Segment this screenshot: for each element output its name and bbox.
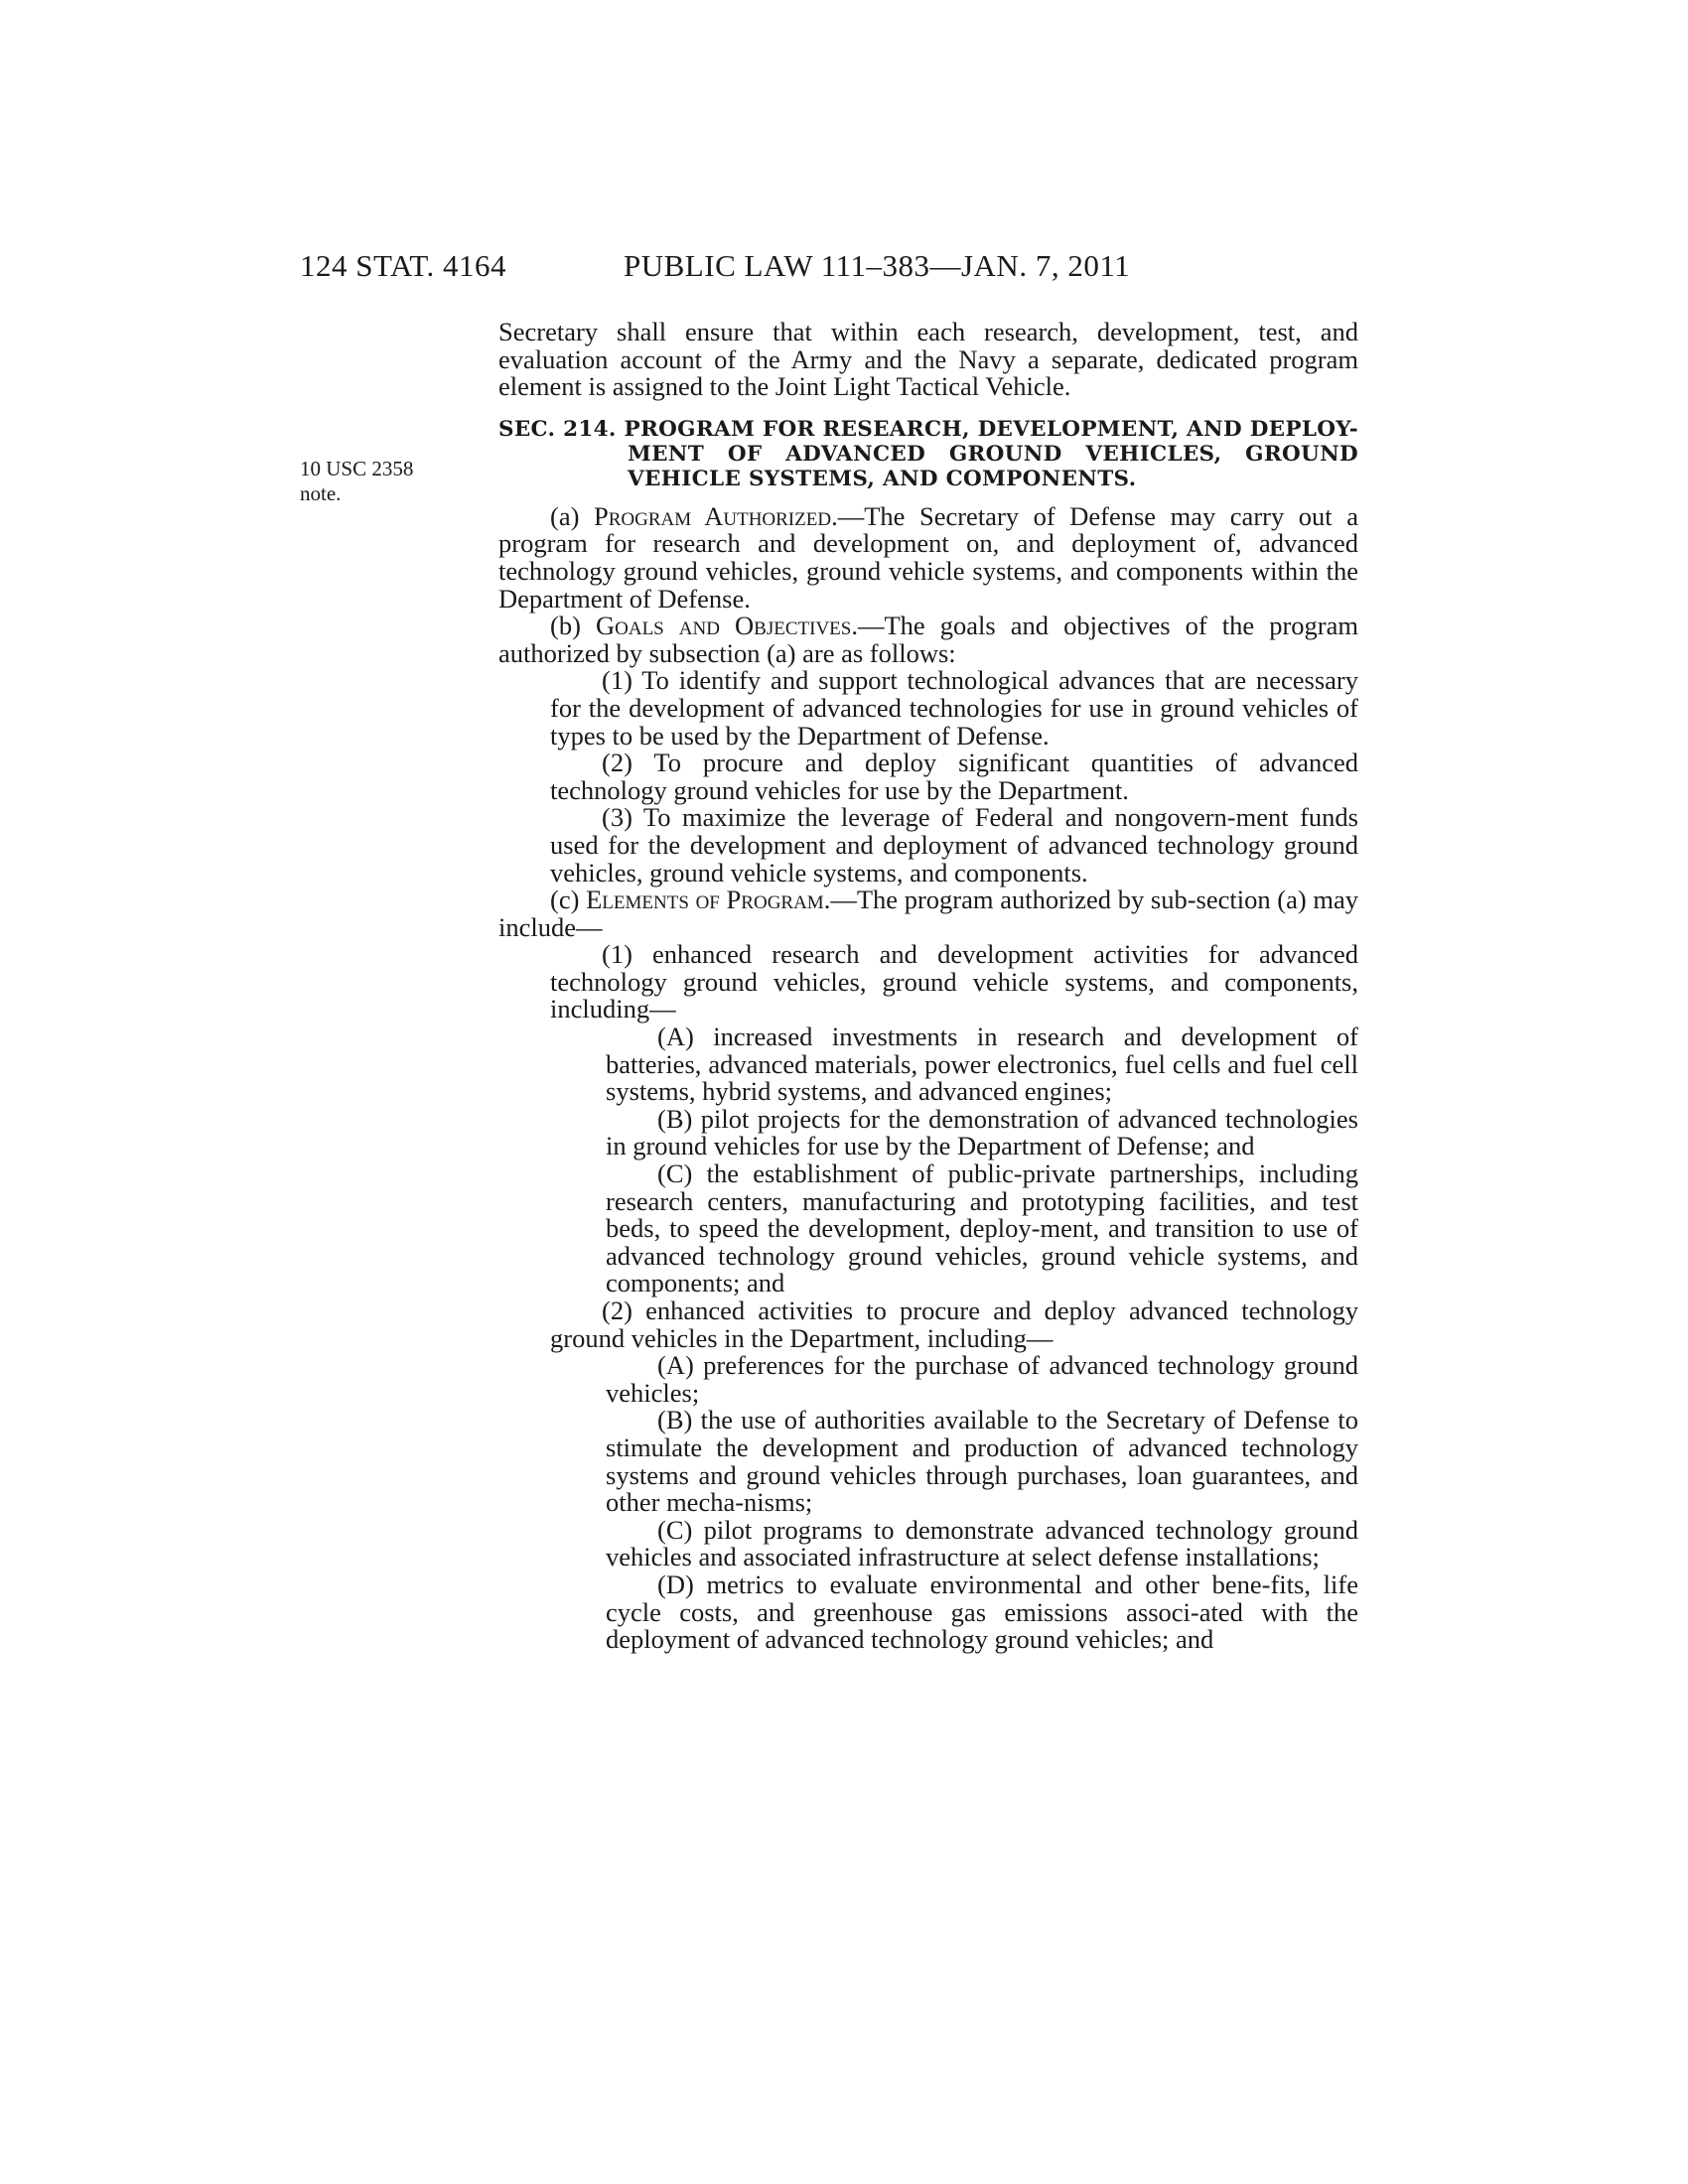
paragraph-b2: (2) To procure and deploy significant quantities of advanced technology ground vehicles for use by the Department. — [550, 748, 1358, 805]
subparagraph-c1A: (A) increased investments in research and development of batteries, advanced materials, power electronics, fuel cells and fuel cell systems, hybrid systems, and advanced engines; — [606, 1022, 1358, 1107]
subsection-b-heading: Goals and Objectives — [595, 611, 852, 641]
document-body — [498, 319, 1358, 1654]
subsection-b — [498, 613, 1358, 667]
subsection-b-text: .—The goals and objectives of the program authorized by subsection (a) are as follows: — [498, 611, 1359, 668]
subsection-c-text: .—The program authorized by sub-section (a) may include— — [498, 885, 1359, 942]
margin-citation-line-1: 10 USC 2358 — [300, 457, 414, 480]
continuation-paragraph: Secretary shall ensure that within each research, development, test, and evaluation account of the Army and the Navy a separate, dedicated program element is assigned to the Joint Light Tactical Vehicle. — [498, 317, 1358, 402]
paragraph-c2: (2) enhanced activities to procure and deploy advanced technology ground vehicles in the Department, including— — [550, 1296, 1358, 1353]
subsection-a-text: .—The Secretary of Defense may carry out a program for research and development on, and deployment of, advanced technology ground vehicles, ground vehicle systems, and components within the Department of Defense. — [498, 500, 1358, 614]
subsection-b-label: (b) — [550, 611, 596, 641]
subparagraph-c2C: (C) pilot programs to demonstrate advanced technology ground vehicles and associated infrastructure at select defense installations; — [606, 1514, 1358, 1572]
subsection-c-label: (c) — [550, 885, 587, 915]
subsection-c — [498, 887, 1358, 941]
subparagraph-c2B: (B) the use of authorities available to the Secretary of Defense to stimulate the development and production of advanced technology systems and ground vehicles through purchases, loan guarantees, and other mecha-nisms; — [606, 1405, 1358, 1518]
subparagraph-c2A: (A) preferences for the purchase of advanced technology ground vehicles; — [606, 1350, 1358, 1408]
margin-citation — [300, 457, 459, 506]
paragraph-b3: (3) To maximize the leverage of Federal and nongovern-ment funds used for the development and deployment of advanced technology ground vehicles, ground vehicle systems, and components. — [550, 802, 1358, 887]
subsection-a-label: (a) — [550, 500, 594, 531]
section-heading: SEC. 214. PROGRAM FOR RESEARCH, DEVELOPMENT, AND DEPLOY-MENT OF ADVANCED GROUND VEHICLES, GROUND VEHICLE SYSTEMS, AND COMPONENTS. — [498, 416, 1358, 491]
paragraph-c1: (1) enhanced research and development activities for advanced technology ground vehicles, ground vehicle systems, and components, including— — [550, 939, 1358, 1024]
subsection-c-heading: Elements of Program — [586, 885, 824, 915]
statute-page-number: 124 STAT. 4164 — [300, 248, 507, 283]
margin-citation-line-2: note. — [300, 481, 342, 505]
subparagraph-c1B: (B) pilot projects for the demonstration of advanced technologies in ground vehicles for use by the Department of Defense; and — [606, 1103, 1358, 1161]
subsection-a — [498, 500, 1358, 614]
subparagraph-c1C: (C) the establishment of public-private partnerships, including research centers, manufacturing and prototyping facilities, and test beds, to speed the development, deploy-ment, and transition to use of advanced technology ground vehicles, ground vehicle systems, and components; and — [606, 1159, 1358, 1298]
subparagraph-c2D: (D) metrics to evaluate environmental and other bene-fits, life cycle costs, and greenhouse gas emissions associ-ated with the deployment of advanced technology ground vehicles; and — [606, 1569, 1358, 1655]
public-law-title: PUBLIC LAW 111–383—JAN. 7, 2011 — [624, 248, 1131, 283]
running-header — [0, 248, 1688, 288]
paragraph-b1: (1) To identify and support technological advances that are necessary for the development of advanced technologies for use in ground vehicles of types to be used by the Department of Defense. — [550, 665, 1358, 751]
subsection-a-heading: Program Authorized — [593, 500, 832, 531]
